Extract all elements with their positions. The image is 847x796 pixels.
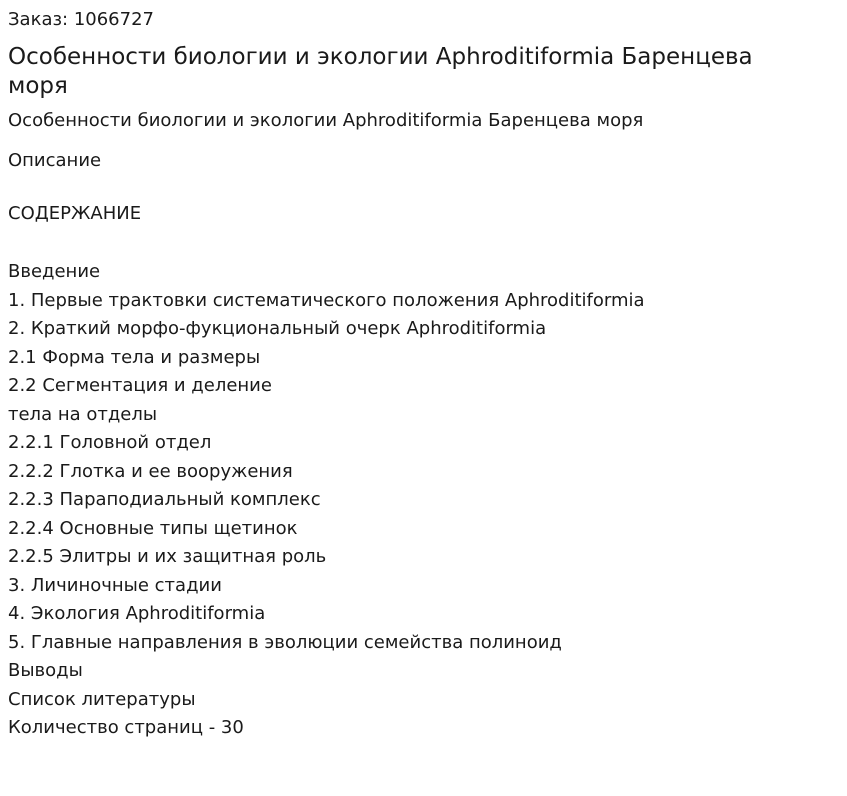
contents-item: 2.2.2 Глотка и ее вооружения — [8, 460, 293, 482]
contents-item: 2. Краткий морфо-фукциональный очерк Aphroditiformia — [8, 318, 547, 339]
contents-item: Выводы — [8, 660, 83, 681]
contents-item: 2.2.5 Элитры и их защитная роль — [8, 546, 327, 567]
contents-item: Введение — [8, 261, 101, 282]
contents-item: тела на отделы — [8, 403, 158, 425]
contents-item: 2.2.3 Параподиальный комплекс — [8, 489, 321, 510]
contents-item: 4. Экология Aphroditiformia — [8, 603, 266, 624]
contents-heading: СОДЕРЖАНИЕ — [8, 203, 142, 224]
contents-item: Список литературы — [8, 688, 196, 710]
page-count: Количество страниц - 30 — [8, 717, 244, 738]
contents-list — [8, 258, 839, 743]
order-number: Заказ: 1066727 — [8, 9, 154, 30]
contents-item: 2.2 Сегментация и деление — [8, 375, 272, 396]
contents-item: 3. Личиночные стадии — [8, 574, 222, 596]
contents-item: 5. Главные направления в эволюции семейства полиноид — [8, 631, 562, 653]
contents-item: 2.2.1 Головной отдел — [8, 432, 212, 453]
description-label: Описание — [8, 150, 102, 171]
contents-item: 2.2.4 Основные типы щетинок — [8, 517, 298, 539]
page-title: Особенности биологии и экологии Aphroditiformia Баренцева моря — [8, 44, 753, 99]
page-subtitle: Особенности биологии и экологии Aphroditiformia Баренцева моря — [8, 110, 644, 131]
contents-item: 2.1 Форма тела и размеры — [8, 346, 261, 368]
contents-item: 1. Первые трактовки систематического положения Aphroditiformia — [8, 289, 645, 311]
